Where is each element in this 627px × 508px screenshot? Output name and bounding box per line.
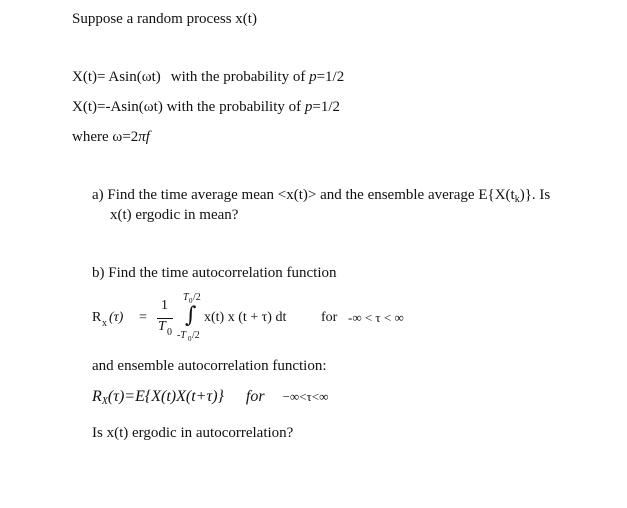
part-a-line-1-before: a) Find the time average mean <x(t)> and the ensemble average E{X(t: [92, 187, 515, 203]
ensemble-intro: and ensemble autocorrelation function:: [92, 358, 327, 374]
eq-lower-limit-tail: /2: [192, 330, 200, 341]
eq-upper-limit: T: [183, 292, 189, 303]
time-autocorrelation-equation: [92, 290, 452, 350]
eq-R-sub: x: [102, 318, 107, 329]
eq-denominator-sub: 0: [167, 327, 172, 338]
eq-upper-limit-tail: /2: [193, 292, 201, 303]
ensemble-equation: [92, 388, 328, 411]
eq2-range: −∞<τ<∞: [282, 389, 329, 404]
case-negative-prob-var: p: [304, 99, 313, 115]
eq-upper-limit-sub: 0: [189, 297, 193, 305]
eq-equals: =: [139, 310, 147, 325]
where-pi: π: [138, 129, 146, 145]
case-positive-prob-val: =1/2: [316, 69, 345, 85]
case-negative-lhs: X(t)=-Asin(ωt): [72, 99, 163, 115]
eq-for: for: [321, 310, 338, 325]
eq-arg: (τ): [109, 310, 124, 325]
case-negative-prob-val: =1/2: [312, 99, 341, 115]
eq2-R-sub: X: [101, 396, 108, 407]
eq-numerator: 1: [161, 298, 168, 313]
eq-lower-limit: -T: [177, 330, 186, 341]
ergodic-question: Is x(t) ergodic in autocorrelation?: [92, 425, 294, 441]
eq-denominator: T: [158, 319, 166, 334]
part-a-line-1-after: )}. Is: [519, 187, 551, 203]
where-line: [72, 128, 150, 146]
where-f: f: [145, 129, 150, 145]
case-negative-prob-prefix: with the probability of: [162, 99, 305, 115]
case-positive-lhs: X(t)= Asin(ωt): [72, 69, 161, 85]
case-negative: [72, 98, 340, 116]
case-positive: [72, 68, 344, 86]
intro-text: Suppose a random process x(t): [72, 11, 257, 27]
case-positive-prob-var: p: [309, 69, 317, 85]
part-a-line-2: x(t) ergodic in mean?: [110, 207, 239, 223]
part-b-heading: b) Find the time autocorrelation function: [92, 265, 337, 281]
eq-integrand: x(t) x (t + τ) dt: [204, 310, 287, 325]
where-prefix: where ω=2: [72, 129, 139, 145]
case-positive-prob-prefix: with the probability of: [170, 69, 310, 85]
eq2-R: R: [92, 388, 102, 405]
eq2-for: for: [245, 388, 265, 405]
integral-sign: ∫: [185, 303, 197, 328]
part-a-subscript-k: k: [514, 194, 520, 205]
eq-R: R: [92, 310, 102, 325]
eq-range: -∞ < τ < ∞: [348, 310, 404, 325]
eq2-body: (τ)=E{X(t)X(t+τ)}: [107, 388, 224, 405]
eq-lower-limit-sub: 0: [188, 335, 192, 343]
